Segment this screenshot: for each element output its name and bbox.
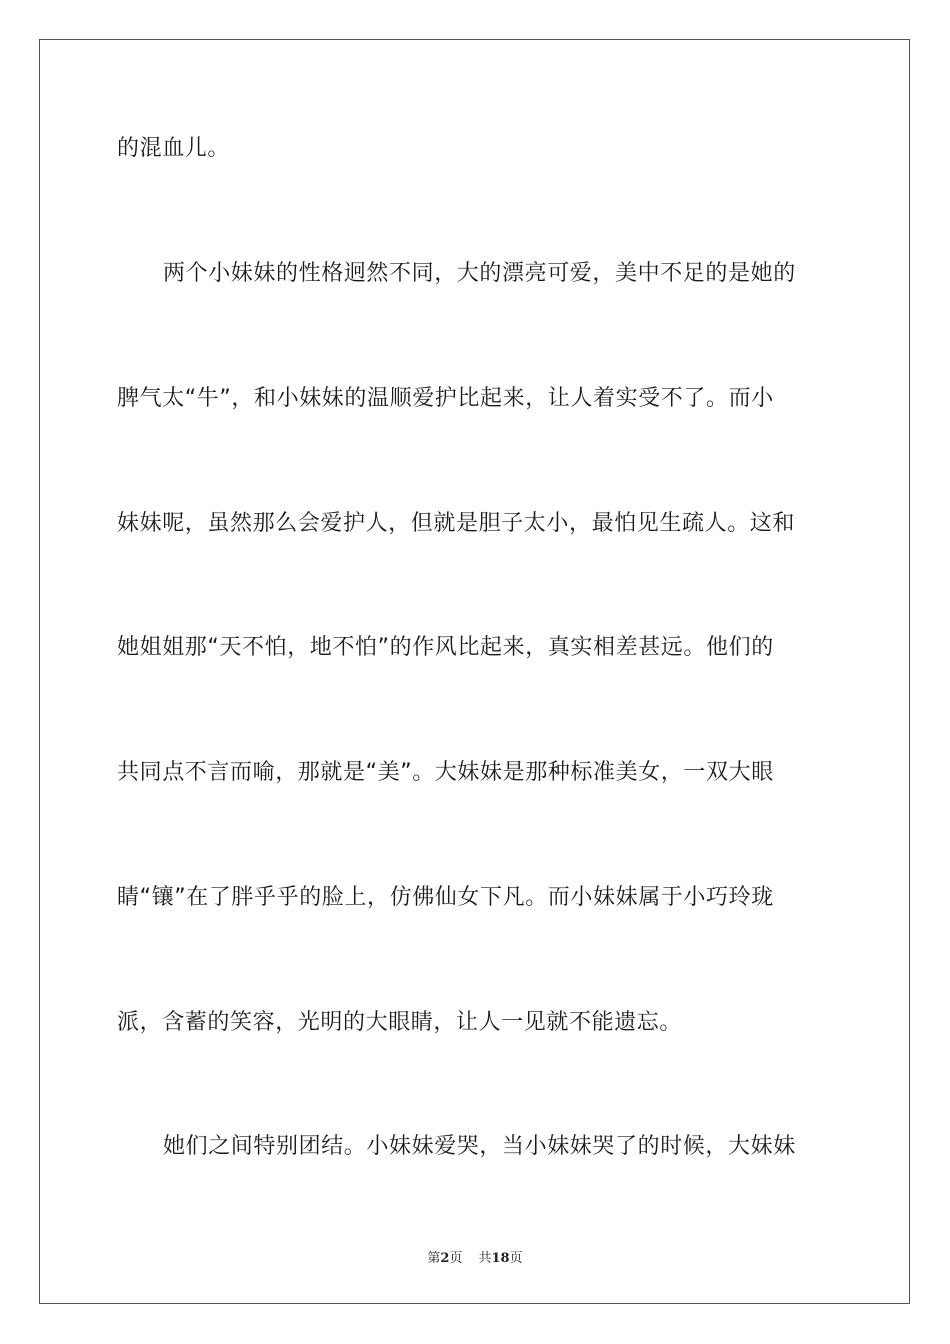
text-line-4: 妹妹呢，虽然那么会爱护人，但就是胆子太小，最怕见生疏人。这和 <box>117 511 796 536</box>
footer-total-pages: 18 <box>491 1251 510 1266</box>
text-line-7: 睛“镶”在了胖乎乎的脸上，仿佛仙女下凡。而小妹妹属于小巧玲珑 <box>117 885 774 910</box>
text-line-1: 的混血儿。 <box>117 136 231 161</box>
text-line-5: 她姐姐那“天不怕，地不怕”的作风比起来，真实相差甚远。他们的 <box>117 635 774 660</box>
footer-current-page: 2 <box>440 1251 450 1266</box>
paragraph-start-line-9: 她们之间特别团结。小妹妹爱哭，当小妹妹哭了的时候，大妹妹 <box>163 1134 796 1159</box>
footer-total-prefix: 共 <box>478 1251 492 1266</box>
footer-page-unit: 页 <box>449 1251 463 1266</box>
footer-page-prefix: 第 <box>427 1251 441 1266</box>
footer-total-unit: 页 <box>509 1251 523 1266</box>
text-line-8: 派，含蓄的笑容，光明的大眼睛，让人一见就不能遗忘。 <box>117 1010 683 1035</box>
page-footer <box>0 1247 950 1266</box>
page-frame <box>39 39 910 1304</box>
paragraph-start-line-2: 两个小妹妹的性格迥然不同，大的漂亮可爱，美中不足的是她的 <box>163 261 796 286</box>
text-line-3: 脾气太“牛”，和小妹妹的温顺爱护比起来，让人着实受不了。而小 <box>117 386 774 411</box>
text-line-6: 共同点不言而喻，那就是“美”。大妹妹是那种标准美女，一双大眼 <box>117 760 774 785</box>
